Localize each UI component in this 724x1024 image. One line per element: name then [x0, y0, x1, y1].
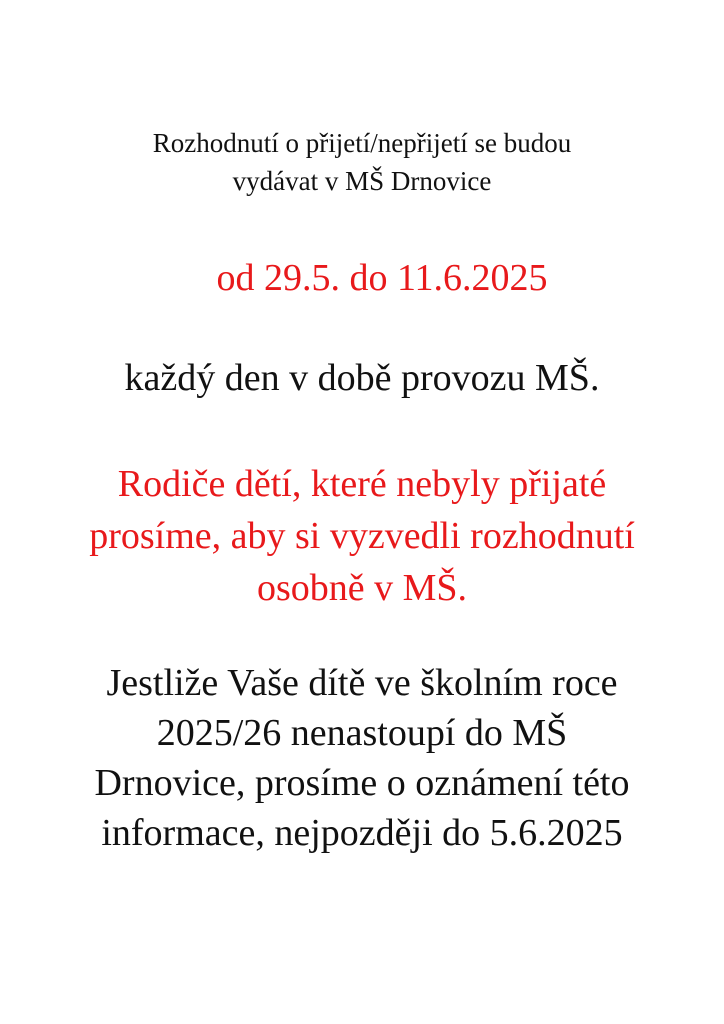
daily-hours-paragraph: [0, 354, 724, 402]
notice-line-4: informace, nejpozději do 5.6.2025: [101, 812, 623, 854]
intro-paragraph: [0, 124, 724, 200]
parents-line-2: prosíme, aby si vyzvedli rozhodnutí: [89, 515, 635, 557]
parents-line-3: osobně v MŠ.: [256, 567, 468, 609]
parents-pickup-paragraph: [0, 458, 724, 614]
notice-line-3: Drnovice, prosíme o oznámení této: [94, 762, 630, 804]
date-range: [0, 254, 724, 302]
daily-hours-text: každý den v době provozu MŠ.: [124, 357, 600, 399]
intro-line-1: Rozhodnutí o přijetí/nepřijetí se budou: [152, 128, 572, 158]
notice-line-1: Jestliže Vaše dítě ve školním roce: [106, 662, 618, 704]
intro-line-2: vydávat v MŠ Drnovice: [232, 166, 492, 196]
absence-notice-paragraph: [0, 658, 724, 858]
date-range-text: od 29.5. do 11.6.2025: [216, 257, 548, 299]
notice-line-2: 2025/26 nenastoupí do MŠ: [156, 712, 568, 754]
parents-line-1: Rodiče dětí, které nebyly přijaté: [117, 463, 607, 505]
